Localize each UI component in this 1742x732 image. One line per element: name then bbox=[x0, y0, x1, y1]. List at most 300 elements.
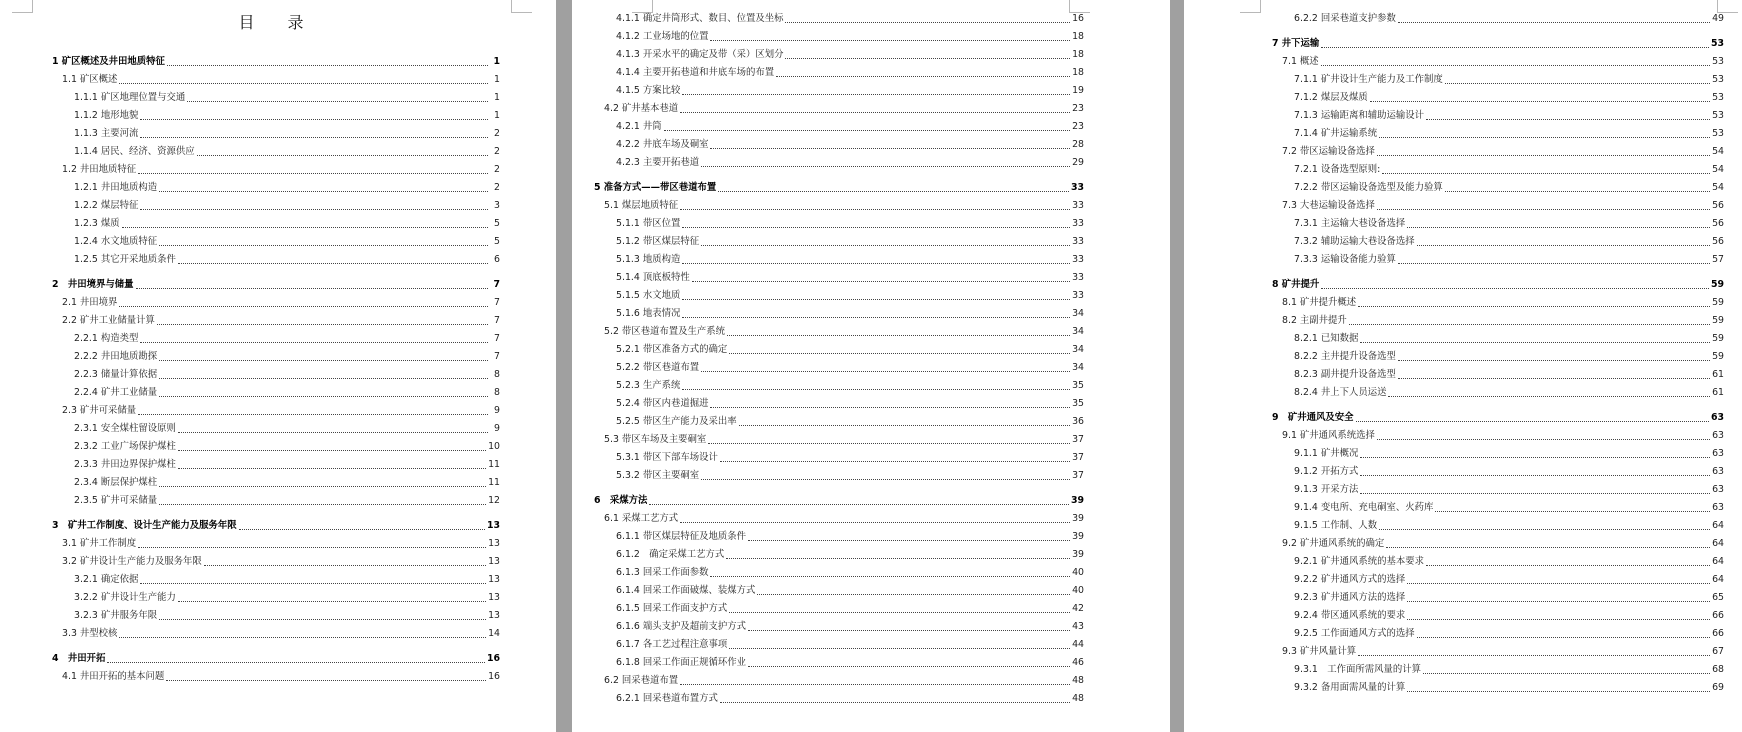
toc-entry-title: 1.2 井田地质特征 bbox=[62, 164, 137, 175]
toc-entry-title: 7 井下运输 bbox=[1272, 38, 1320, 49]
toc-entry[interactable] bbox=[52, 89, 500, 107]
toc-entry-title: 5.2.3 生产系统 bbox=[616, 380, 681, 391]
toc-leader-dots bbox=[204, 565, 486, 566]
toc-leader-dots bbox=[107, 662, 485, 663]
toc-entry[interactable] bbox=[594, 449, 1084, 467]
toc-entry-page-number: 19 bbox=[1072, 85, 1084, 96]
toc-leader-dots bbox=[1435, 511, 1710, 512]
toc-entry-title: 1.2.3 煤质 bbox=[74, 218, 120, 229]
toc-entry[interactable] bbox=[1272, 71, 1724, 89]
toc-entry-page-number: 53 bbox=[1710, 38, 1724, 49]
toc-entry[interactable] bbox=[1272, 384, 1724, 402]
toc-entry-title: 9.1.1 矿井概况 bbox=[1294, 448, 1359, 459]
toc-entry-page-number: 9 bbox=[494, 423, 500, 434]
toc-entry-title: 9.2.3 矿井通风方法的选择 bbox=[1294, 592, 1406, 603]
toc-entry-page-number: 1 bbox=[494, 92, 500, 103]
toc-leader-dots bbox=[718, 191, 1069, 192]
toc-leader-dots bbox=[729, 612, 1070, 613]
toc-entry[interactable] bbox=[1272, 179, 1724, 197]
toc-entry[interactable] bbox=[594, 323, 1084, 341]
toc-entry[interactable] bbox=[594, 305, 1084, 323]
toc-entry-page-number: 43 bbox=[1072, 621, 1084, 632]
toc-entry[interactable] bbox=[52, 648, 500, 668]
toc-leader-dots bbox=[682, 227, 1070, 228]
toc-entry-title: 2 井田境界与储量 bbox=[52, 279, 134, 290]
toc-entry-page-number: 64 bbox=[1712, 574, 1724, 585]
toc-entry[interactable] bbox=[1272, 215, 1724, 233]
toc-entry[interactable] bbox=[52, 233, 500, 251]
toc-entry-title: 9.2.5 工作面通风方式的选择 bbox=[1294, 628, 1415, 639]
toc-entry-title: 3.2.2 矿井设计生产能力 bbox=[74, 592, 176, 603]
toc-entry[interactable] bbox=[594, 564, 1084, 582]
toc-entry[interactable] bbox=[594, 672, 1084, 690]
toc-entry-page-number: 14 bbox=[488, 628, 500, 639]
toc-entry-title: 6.1.8 回采工作面正规循环作业 bbox=[616, 657, 746, 668]
toc-entry[interactable] bbox=[52, 668, 500, 686]
toc-entry-title: 3.2.3 矿井服务年限 bbox=[74, 610, 158, 621]
toc-entry[interactable] bbox=[1272, 517, 1724, 535]
toc-leader-dots bbox=[664, 130, 1070, 131]
toc-entry-page-number: 7 bbox=[494, 297, 500, 308]
toc-entry[interactable] bbox=[52, 274, 500, 294]
toc-leader-dots bbox=[649, 504, 1069, 505]
toc-leader-dots bbox=[708, 443, 1070, 444]
toc-leader-dots bbox=[1407, 583, 1710, 584]
toc-entry[interactable] bbox=[1272, 625, 1724, 643]
toc-leader-dots bbox=[710, 407, 1070, 408]
toc-entry-page-number: 69 bbox=[1712, 682, 1724, 693]
toc-leader-dots bbox=[1426, 119, 1710, 120]
toc-entry[interactable] bbox=[594, 10, 1084, 28]
toc-entry-title: 5.2.2 带区巷道布置 bbox=[616, 362, 700, 373]
toc-entry-title: 4.2 矿井基本巷道 bbox=[604, 103, 679, 114]
toc-leader-dots bbox=[1417, 637, 1710, 638]
toc-entry[interactable] bbox=[594, 82, 1084, 100]
toc-entry-title: 9.1 矿井通风系统选择 bbox=[1282, 430, 1375, 441]
toc-leader-dots bbox=[119, 306, 488, 307]
toc-leader-dots bbox=[729, 353, 1070, 354]
toc-entry[interactable] bbox=[594, 490, 1084, 510]
toc-leader-dots bbox=[757, 594, 1070, 595]
toc-entry-page-number: 34 bbox=[1072, 344, 1084, 355]
toc-entry-page-number: 64 bbox=[1712, 520, 1724, 531]
toc-entry[interactable] bbox=[52, 474, 500, 492]
toc-entry-page-number: 54 bbox=[1712, 146, 1724, 157]
toc-entry[interactable] bbox=[52, 366, 500, 384]
toc-entry-page-number: 63 bbox=[1712, 466, 1724, 477]
toc-entry[interactable] bbox=[1272, 535, 1724, 553]
toc-leader-dots bbox=[1379, 137, 1710, 138]
toc-entry-title: 7.1.1 矿井设计生产能力及工作制度 bbox=[1294, 74, 1443, 85]
toc-entry[interactable] bbox=[52, 161, 500, 179]
toc-entry[interactable] bbox=[594, 251, 1084, 269]
toc-list bbox=[1272, 10, 1724, 697]
toc-entry-title: 6.2 回采巷道布置 bbox=[604, 675, 679, 686]
toc-entry-title: 5.1 煤层地质特征 bbox=[604, 200, 679, 211]
toc-entry-title: 5.1.2 带区煤层特征 bbox=[616, 236, 700, 247]
toc-entry[interactable] bbox=[594, 413, 1084, 431]
toc-leader-dots bbox=[187, 101, 488, 102]
toc-entry-title: 7.1 概述 bbox=[1282, 56, 1319, 67]
toc-entry[interactable] bbox=[594, 100, 1084, 118]
toc-entry[interactable] bbox=[1272, 161, 1724, 179]
toc-entry-title: 3.3 井型校核 bbox=[62, 628, 118, 639]
toc-leader-dots bbox=[710, 40, 1070, 41]
toc-entry[interactable] bbox=[1272, 89, 1724, 107]
toc-entry[interactable] bbox=[1272, 445, 1724, 463]
page-corner-mark bbox=[1240, 0, 1261, 13]
toc-entry[interactable] bbox=[1272, 553, 1724, 571]
toc-title: 目 录 bbox=[238, 13, 318, 32]
toc-leader-dots bbox=[1386, 547, 1710, 548]
toc-entry[interactable] bbox=[1272, 427, 1724, 445]
toc-entry-title: 3.2.1 确定依据 bbox=[74, 574, 139, 585]
toc-entry[interactable] bbox=[1272, 274, 1724, 294]
toc-entry-title: 6.2.2 回采巷道支护参数 bbox=[1294, 13, 1396, 24]
toc-leader-dots bbox=[682, 299, 1070, 300]
toc-leader-dots bbox=[680, 209, 1070, 210]
toc-leader-dots bbox=[1398, 22, 1710, 23]
toc-entry[interactable] bbox=[52, 294, 500, 312]
toc-leader-dots bbox=[239, 529, 485, 530]
toc-entry-page-number: 53 bbox=[1712, 92, 1724, 103]
toc-entry[interactable] bbox=[594, 582, 1084, 600]
toc-entry-title: 2.3.1 安全煤柱留设原则 bbox=[74, 423, 176, 434]
toc-leader-dots bbox=[692, 281, 1070, 282]
toc-entry[interactable] bbox=[1272, 589, 1724, 607]
toc-entry-page-number: 33 bbox=[1072, 272, 1084, 283]
toc-entry[interactable] bbox=[52, 571, 500, 589]
toc-entry-title: 1.2.5 其它开采地质条件 bbox=[74, 254, 176, 265]
toc-leader-dots bbox=[140, 137, 488, 138]
toc-entry-title: 8.2.1 已知数据 bbox=[1294, 333, 1359, 344]
toc-entry-page-number: 2 bbox=[494, 146, 500, 157]
toc-entry-title: 4.1.3 开采水平的确定及带（采）区划分 bbox=[616, 49, 784, 60]
toc-entry-title: 4.2.1 井筒 bbox=[616, 121, 662, 132]
toc-entry[interactable] bbox=[1272, 53, 1724, 71]
toc-entry[interactable] bbox=[594, 287, 1084, 305]
toc-leader-dots bbox=[785, 58, 1070, 59]
toc-entry-title: 1.1.3 主要河流 bbox=[74, 128, 139, 139]
toc-entry[interactable] bbox=[594, 233, 1084, 251]
toc-entry[interactable] bbox=[52, 71, 500, 89]
toc-entry[interactable] bbox=[1272, 481, 1724, 499]
toc-entry-page-number: 65 bbox=[1712, 592, 1724, 603]
toc-leader-dots bbox=[178, 450, 486, 451]
toc-list bbox=[52, 46, 500, 686]
toc-entry[interactable] bbox=[1272, 251, 1724, 269]
document-page-3 bbox=[1184, 0, 1742, 732]
toc-entry-title: 5.1.4 顶底板特性 bbox=[616, 272, 690, 283]
toc-entry[interactable] bbox=[52, 607, 500, 625]
toc-entry[interactable] bbox=[594, 654, 1084, 672]
toc-entry[interactable] bbox=[1272, 107, 1724, 125]
document-page-1 bbox=[0, 0, 556, 732]
toc-leader-dots bbox=[1382, 173, 1710, 174]
toc-entry-title: 5.2.5 带区生产能力及采出率 bbox=[616, 416, 737, 427]
toc-entry-title: 6.1 采煤工艺方式 bbox=[604, 513, 679, 524]
toc-entry[interactable] bbox=[594, 177, 1084, 197]
toc-entry-page-number: 10 bbox=[488, 441, 500, 452]
toc-entry-page-number: 16 bbox=[486, 653, 500, 664]
toc-entry[interactable] bbox=[52, 330, 500, 348]
toc-leader-dots bbox=[159, 360, 488, 361]
toc-entry[interactable] bbox=[594, 395, 1084, 413]
toc-entry-title: 5.2 带区巷道布置及生产系统 bbox=[604, 326, 726, 337]
toc-entry-title: 5.1.3 地质构造 bbox=[616, 254, 681, 265]
toc-entry[interactable] bbox=[594, 28, 1084, 46]
toc-entry[interactable] bbox=[52, 143, 500, 161]
toc-leader-dots bbox=[1426, 565, 1710, 566]
document-page-2 bbox=[572, 0, 1170, 732]
toc-entry-title: 6.1.7 各工艺过程注意事项 bbox=[616, 639, 728, 650]
toc-entry-title: 6.2.1 回采巷道布置方式 bbox=[616, 693, 718, 704]
toc-entry-page-number: 13 bbox=[488, 610, 500, 621]
toc-entry-page-number: 61 bbox=[1712, 387, 1724, 398]
toc-leader-dots bbox=[1398, 360, 1710, 361]
toc-leader-dots bbox=[178, 601, 486, 602]
toc-entry[interactable] bbox=[1272, 661, 1724, 679]
toc-entry-page-number: 6 bbox=[494, 254, 500, 265]
toc-entry[interactable] bbox=[594, 269, 1084, 287]
toc-entry[interactable] bbox=[594, 690, 1084, 708]
toc-leader-dots bbox=[140, 342, 488, 343]
toc-entry[interactable] bbox=[594, 431, 1084, 449]
toc-entry-page-number: 63 bbox=[1712, 448, 1724, 459]
toc-leader-dots bbox=[748, 666, 1070, 667]
toc-entry-title: 1.2.2 煤层特征 bbox=[74, 200, 139, 211]
toc-leader-dots bbox=[138, 414, 488, 415]
toc-entry[interactable] bbox=[1272, 643, 1724, 661]
toc-entry[interactable] bbox=[52, 107, 500, 125]
toc-entry[interactable] bbox=[1272, 10, 1724, 28]
toc-entry[interactable] bbox=[594, 359, 1084, 377]
toc-entry-title: 9.3.1 工作面所需风量的计算 bbox=[1294, 664, 1421, 675]
page-corner-mark bbox=[511, 0, 532, 13]
toc-entry[interactable] bbox=[52, 215, 500, 233]
toc-entry-title: 7.3.2 辅助运输大巷设备选择 bbox=[1294, 236, 1415, 247]
toc-entry-page-number: 67 bbox=[1712, 646, 1724, 657]
toc-entry[interactable] bbox=[1272, 679, 1724, 697]
toc-entry[interactable] bbox=[52, 625, 500, 643]
toc-entry-page-number: 34 bbox=[1072, 326, 1084, 337]
toc-entry[interactable] bbox=[52, 125, 500, 143]
toc-entry-title: 8.2.3 副井提升设备选型 bbox=[1294, 369, 1396, 380]
toc-entry[interactable] bbox=[52, 438, 500, 456]
toc-entry-page-number: 11 bbox=[488, 477, 500, 488]
toc-leader-dots bbox=[701, 371, 1070, 372]
toc-entry[interactable] bbox=[52, 348, 500, 366]
toc-entry[interactable] bbox=[1272, 312, 1724, 330]
toc-entry[interactable] bbox=[1272, 330, 1724, 348]
toc-entry[interactable] bbox=[1272, 607, 1724, 625]
toc-entry-title: 9.2 矿井通风系统的确定 bbox=[1282, 538, 1385, 549]
toc-entry[interactable] bbox=[594, 341, 1084, 359]
toc-entry[interactable] bbox=[52, 420, 500, 438]
toc-list bbox=[594, 10, 1084, 708]
toc-entry[interactable] bbox=[52, 492, 500, 510]
toc-entry-page-number: 66 bbox=[1712, 628, 1724, 639]
toc-entry-page-number: 39 bbox=[1070, 495, 1084, 506]
toc-entry[interactable] bbox=[52, 384, 500, 402]
toc-entry[interactable] bbox=[52, 515, 500, 535]
toc-leader-dots bbox=[720, 702, 1070, 703]
toc-entry[interactable] bbox=[52, 51, 500, 71]
toc-entry-page-number: 13 bbox=[488, 556, 500, 567]
toc-entry[interactable] bbox=[594, 154, 1084, 172]
toc-entry-title: 2.3.2 工业广场保护煤柱 bbox=[74, 441, 176, 452]
toc-entry-page-number: 39 bbox=[1072, 549, 1084, 560]
toc-entry-title: 9.2.1 矿井通风系统的基本要求 bbox=[1294, 556, 1424, 567]
toc-leader-dots bbox=[140, 119, 488, 120]
toc-entry-title: 9.1.5 工作制、人数 bbox=[1294, 520, 1378, 531]
toc-entry-page-number: 28 bbox=[1072, 139, 1084, 150]
toc-leader-dots bbox=[1358, 655, 1710, 656]
toc-entry[interactable] bbox=[594, 197, 1084, 215]
toc-entry-title: 4.1.4 主要开拓巷道和井底车场的布置 bbox=[616, 67, 775, 78]
toc-entry-page-number: 54 bbox=[1712, 164, 1724, 175]
toc-entry-title: 5.1.5 水文地质 bbox=[616, 290, 681, 301]
toc-entry-title: 1 矿区概述及井田地质特征 bbox=[52, 56, 165, 67]
toc-entry[interactable] bbox=[594, 618, 1084, 636]
toc-entry-title: 6.1.2 确定采煤工艺方式 bbox=[616, 549, 725, 560]
toc-entry[interactable] bbox=[52, 179, 500, 197]
toc-entry[interactable] bbox=[1272, 125, 1724, 143]
toc-entry[interactable] bbox=[52, 553, 500, 571]
toc-leader-dots bbox=[157, 324, 488, 325]
toc-entry-page-number: 2 bbox=[494, 128, 500, 139]
toc-entry[interactable] bbox=[1272, 233, 1724, 251]
toc-leader-dots bbox=[1321, 47, 1709, 48]
toc-entry-page-number: 59 bbox=[1712, 297, 1724, 308]
toc-leader-dots bbox=[1360, 493, 1710, 494]
toc-entry-page-number: 3 bbox=[494, 200, 500, 211]
toc-entry[interactable] bbox=[52, 402, 500, 420]
toc-entry[interactable] bbox=[594, 528, 1084, 546]
toc-entry-page-number: 7 bbox=[494, 351, 500, 362]
toc-entry-page-number: 11 bbox=[488, 459, 500, 470]
toc-entry-title: 6 采煤方法 bbox=[594, 495, 648, 506]
toc-entry-title: 7.1.3 运输距离和辅助运输设计 bbox=[1294, 110, 1424, 121]
toc-entry[interactable] bbox=[594, 636, 1084, 654]
toc-leader-dots bbox=[138, 173, 488, 174]
toc-leader-dots bbox=[1370, 101, 1710, 102]
toc-entry[interactable] bbox=[594, 136, 1084, 154]
toc-entry[interactable] bbox=[1272, 294, 1724, 312]
toc-leader-dots bbox=[1407, 227, 1710, 228]
toc-leader-dots bbox=[701, 166, 1070, 167]
toc-leader-dots bbox=[701, 245, 1070, 246]
toc-leader-dots bbox=[1356, 421, 1709, 422]
toc-entry-page-number: 37 bbox=[1072, 434, 1084, 445]
toc-entry[interactable] bbox=[52, 312, 500, 330]
toc-entry[interactable] bbox=[594, 46, 1084, 64]
toc-entry[interactable] bbox=[1272, 499, 1724, 517]
toc-entry[interactable] bbox=[52, 456, 500, 474]
toc-entry-page-number: 44 bbox=[1072, 639, 1084, 650]
toc-entry-title: 6.1.4 回采工作面破煤、装煤方式 bbox=[616, 585, 756, 596]
toc-entry-page-number: 7 bbox=[493, 279, 500, 290]
toc-entry[interactable] bbox=[52, 251, 500, 269]
toc-entry[interactable] bbox=[1272, 197, 1724, 215]
toc-entry[interactable] bbox=[1272, 33, 1724, 53]
toc-entry-page-number: 40 bbox=[1072, 567, 1084, 578]
toc-leader-dots bbox=[1377, 155, 1710, 156]
toc-leader-dots bbox=[710, 148, 1070, 149]
toc-entry-title: 4.2.2 井底车场及硐室 bbox=[616, 139, 709, 150]
toc-entry[interactable] bbox=[1272, 407, 1724, 427]
toc-entry-title: 2.2.1 构造类型 bbox=[74, 333, 139, 344]
toc-entry[interactable] bbox=[594, 510, 1084, 528]
toc-entry[interactable] bbox=[594, 64, 1084, 82]
toc-entry[interactable] bbox=[52, 197, 500, 215]
toc-entry[interactable] bbox=[594, 377, 1084, 395]
toc-entry[interactable] bbox=[594, 215, 1084, 233]
toc-entry[interactable] bbox=[594, 118, 1084, 136]
toc-entry[interactable] bbox=[594, 546, 1084, 564]
page-corner-mark bbox=[12, 0, 33, 13]
toc-leader-dots bbox=[122, 227, 488, 228]
toc-entry-page-number: 1 bbox=[493, 56, 500, 67]
toc-entry-page-number: 66 bbox=[1712, 610, 1724, 621]
toc-entry[interactable] bbox=[52, 535, 500, 553]
toc-entry-title: 3 矿井工作制度、设计生产能力及服务年限 bbox=[52, 520, 237, 531]
toc-leader-dots bbox=[682, 317, 1070, 318]
toc-leader-dots bbox=[682, 389, 1070, 390]
toc-entry[interactable] bbox=[594, 467, 1084, 485]
toc-leader-dots bbox=[159, 245, 488, 246]
toc-entry-title: 8.1 矿井提升概述 bbox=[1282, 297, 1357, 308]
toc-entry[interactable] bbox=[594, 600, 1084, 618]
toc-entry[interactable] bbox=[52, 589, 500, 607]
toc-entry-title: 7.1.4 矿井运输系统 bbox=[1294, 128, 1378, 139]
toc-leader-dots bbox=[701, 479, 1070, 480]
toc-leader-dots bbox=[1379, 529, 1710, 530]
toc-entry-page-number: 12 bbox=[488, 495, 500, 506]
toc-leader-dots bbox=[166, 680, 486, 681]
toc-entry[interactable] bbox=[1272, 348, 1724, 366]
toc-entry-title: 2.3.3 井田边界保护煤柱 bbox=[74, 459, 176, 470]
toc-entry-page-number: 64 bbox=[1712, 538, 1724, 549]
toc-entry-page-number: 33 bbox=[1072, 236, 1084, 247]
toc-leader-dots bbox=[1445, 83, 1710, 84]
toc-entry-title: 5.2.4 带区内巷道掘进 bbox=[616, 398, 709, 409]
toc-entry-page-number: 5 bbox=[494, 218, 500, 229]
toc-entry-title: 7.2 带区运输设备选择 bbox=[1282, 146, 1375, 157]
toc-leader-dots bbox=[682, 263, 1070, 264]
toc-leader-dots bbox=[197, 155, 488, 156]
toc-entry-page-number: 35 bbox=[1072, 398, 1084, 409]
toc-entry-title: 1.1.4 居民、经济、资源供应 bbox=[74, 146, 195, 157]
toc-entry[interactable] bbox=[1272, 571, 1724, 589]
toc-entry-title: 5.2.1 带区准备方式的确定 bbox=[616, 344, 728, 355]
toc-leader-dots bbox=[1407, 601, 1710, 602]
toc-leader-dots bbox=[1360, 475, 1710, 476]
toc-leader-dots bbox=[748, 630, 1070, 631]
toc-entry-page-number: 63 bbox=[1712, 502, 1724, 513]
toc-entry-page-number: 63 bbox=[1712, 484, 1724, 495]
toc-entry-page-number: 36 bbox=[1072, 416, 1084, 427]
toc-entry-page-number: 2 bbox=[494, 164, 500, 175]
toc-entry-page-number: 1 bbox=[494, 110, 500, 121]
toc-entry-page-number: 7 bbox=[494, 315, 500, 326]
toc-entry-title: 7.1.2 煤层及煤质 bbox=[1294, 92, 1368, 103]
toc-entry[interactable] bbox=[1272, 366, 1724, 384]
toc-entry[interactable] bbox=[1272, 463, 1724, 481]
toc-entry[interactable] bbox=[1272, 143, 1724, 161]
toc-entry-title: 9 矿井通风及安全 bbox=[1272, 412, 1354, 423]
toc-entry-title: 2.2 矿井工业储量计算 bbox=[62, 315, 155, 326]
